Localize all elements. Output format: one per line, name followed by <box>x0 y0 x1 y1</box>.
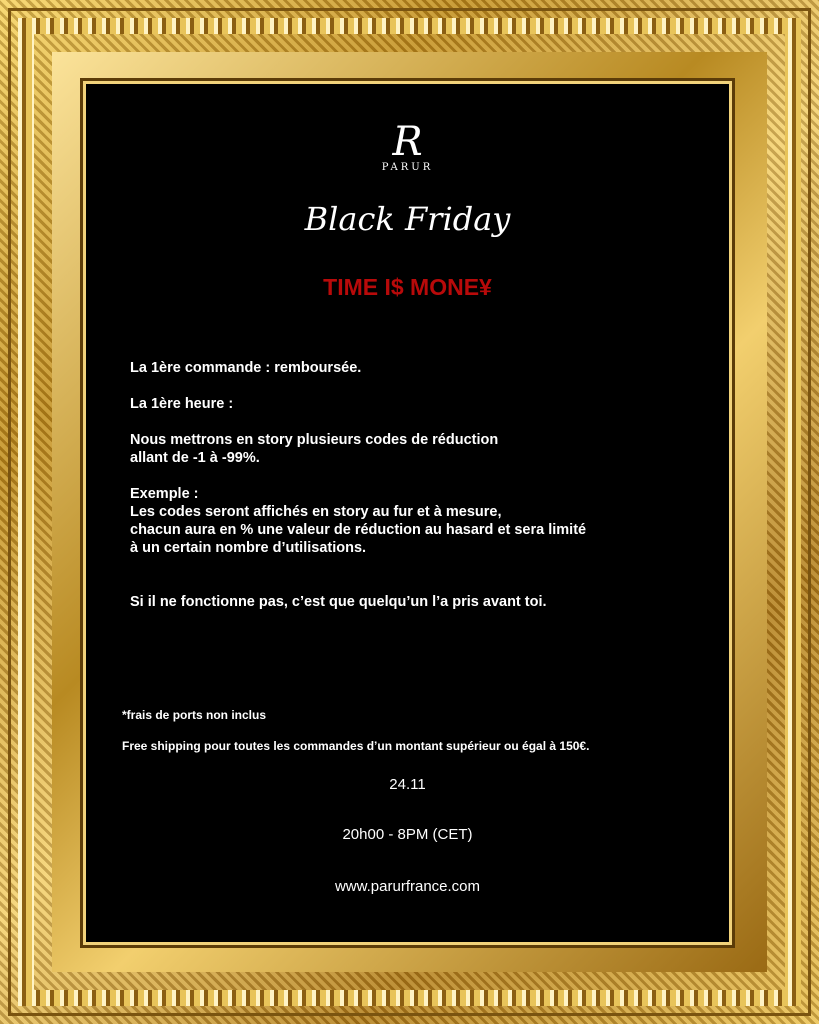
body-line: à un certain nombre d’utilisations. <box>130 540 367 556</box>
body-line: Si il ne fonctionne pas, c’est que quelqu’un l’a pris avant toi. <box>130 594 547 610</box>
event-date: 24.11 <box>389 776 426 793</box>
website-link[interactable]: www.parurfrance.com <box>334 878 481 895</box>
poster-title: Black Friday <box>304 200 511 238</box>
body-line: La 1ère commande : remboursée. <box>130 360 362 376</box>
free-shipping-text: Free shipping pour toutes les commandes d’un montant supérieur ou égal à 150€. <box>122 739 590 753</box>
logo-text: PARUR <box>381 162 434 173</box>
body-line: La 1ère heure : <box>130 396 234 412</box>
logo-mark: R <box>392 119 423 165</box>
body-line: Les codes seront affichés en story au fur et à mesure, <box>130 504 502 520</box>
body-line: allant de -1 à -99%. <box>130 450 260 466</box>
body-line: chacun aura en % une valeur de réduction au hasard et sera limité <box>130 522 587 538</box>
body-line: Nous mettrons en story plusieurs codes de réduction <box>130 432 499 448</box>
shipping-note: *frais de ports non inclus <box>122 708 267 722</box>
body-line: Exemple : <box>130 486 199 502</box>
poster-canvas <box>86 84 729 942</box>
event-time: 20h00 - 8PM (CET) <box>342 826 473 843</box>
body-text <box>130 359 710 611</box>
headline: TIME I$ MONE¥ <box>323 274 492 300</box>
brand-logo <box>86 119 729 173</box>
